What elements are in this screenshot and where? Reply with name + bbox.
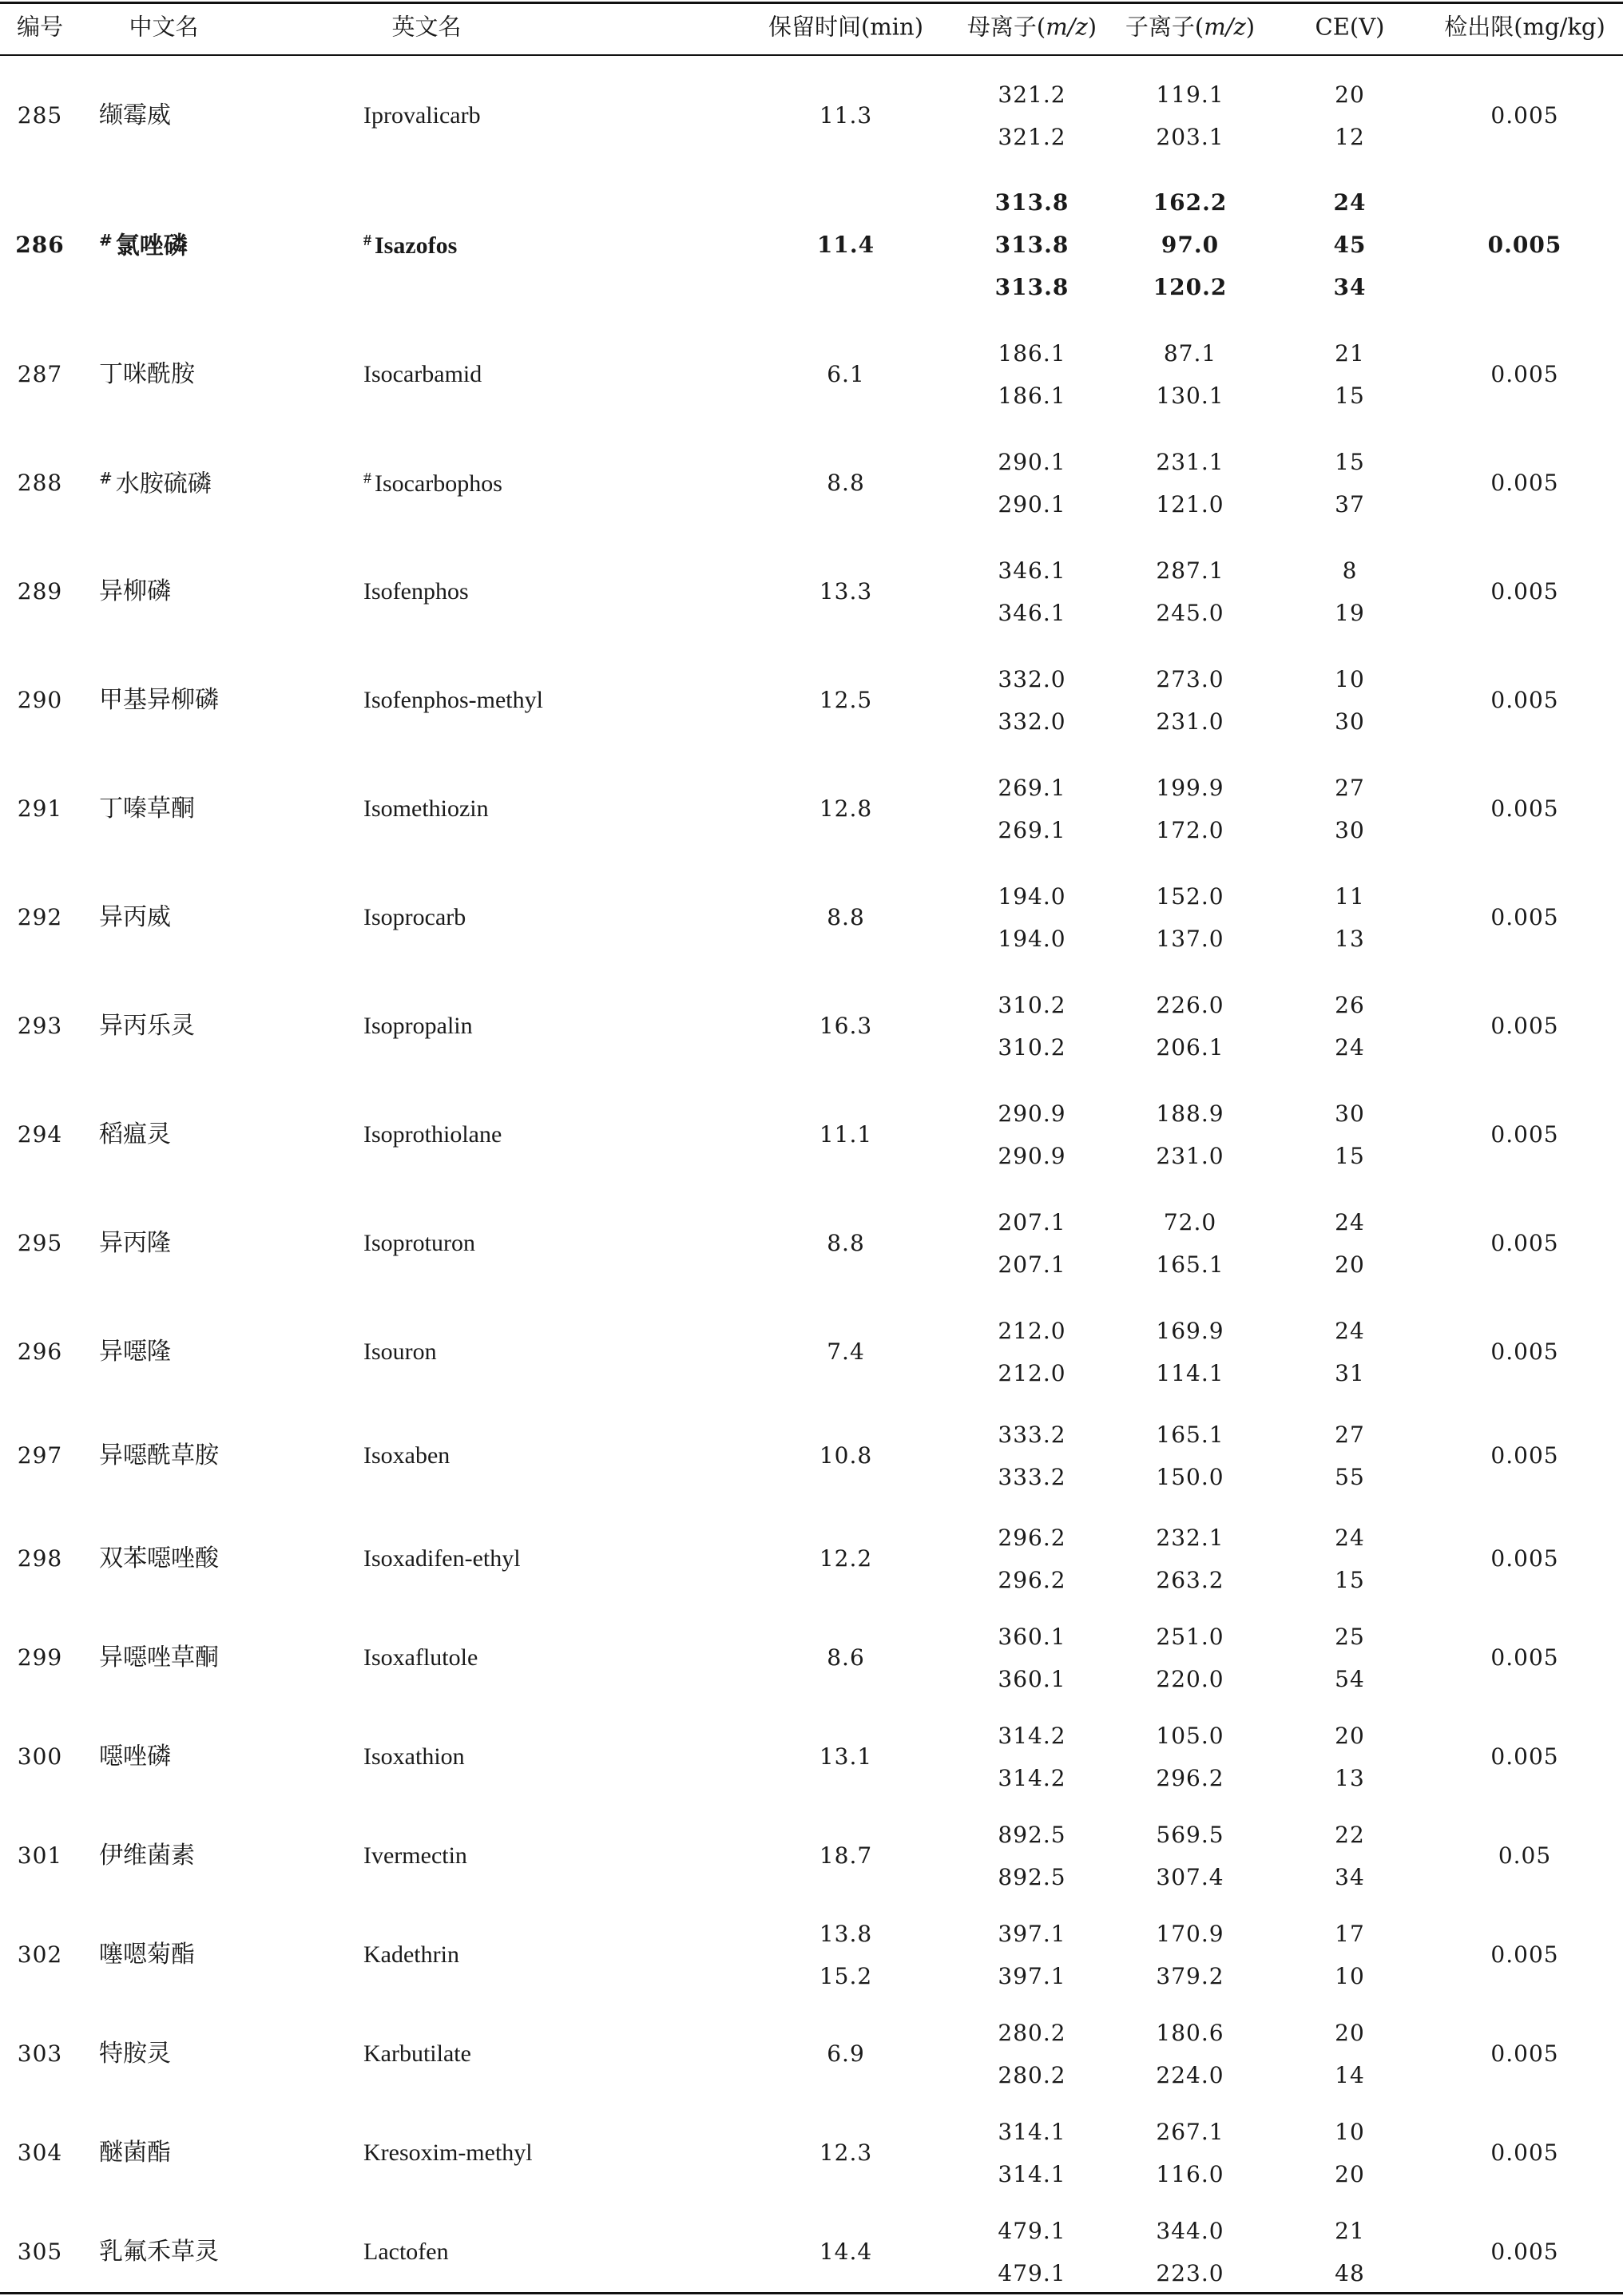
header-ce: CE(V) [1315, 13, 1385, 41]
product-ion: 231.1 [1156, 448, 1224, 475]
row-number: 301 [17, 1842, 63, 1869]
hash-mark: # [363, 470, 371, 487]
english-name [363, 688, 543, 712]
product-ion: 220.0 [1156, 1665, 1224, 1692]
product-ion: 121.0 [1156, 490, 1224, 517]
precursor-ion: 314.2 [998, 1722, 1066, 1749]
collision-energy: 10 [1335, 2118, 1365, 2145]
chinese-name-text: 稻瘟灵 [99, 1120, 171, 1148]
chinese-name [99, 797, 195, 821]
row-number: 287 [17, 361, 63, 387]
chinese-name [99, 1441, 219, 1469]
precursor-ion: 397.1 [998, 1920, 1066, 1947]
retention-time: 18.7 [819, 1842, 873, 1869]
english-name-text: Iprovalicarb [363, 102, 481, 129]
retention-time: 13.8 [819, 1920, 873, 1947]
product-ion: 152.0 [1156, 882, 1224, 910]
precursor-ion: 360.1 [998, 1623, 1066, 1650]
chinese-name-text: 水胺硫磷 [115, 470, 212, 498]
precursor-ion: 207.1 [998, 1251, 1066, 1278]
collision-energy: 24 [1335, 1524, 1365, 1551]
product-ion: 150.0 [1156, 1463, 1224, 1490]
precursor-ion: 321.2 [998, 81, 1066, 108]
collision-energy: 20 [1335, 1722, 1365, 1749]
english-name [363, 1340, 437, 1364]
detection-limit: 0.005 [1490, 1941, 1559, 1968]
english-name-text: Ivermectin [363, 1842, 467, 1869]
english-name-text: Isofenphos-methyl [363, 687, 543, 713]
product-ion: 130.1 [1156, 382, 1224, 409]
english-name-text: Isoprocarb [363, 904, 466, 930]
product-ion: 188.9 [1156, 1100, 1224, 1127]
precursor-ion: 397.1 [998, 1962, 1066, 1989]
product-ion: 344.0 [1156, 2217, 1224, 2244]
row-number: 304 [17, 2139, 63, 2166]
chinese-name-text: 缬霉威 [99, 101, 171, 129]
product-ion: 223.0 [1156, 2259, 1224, 2286]
chinese-name-text: 噻嗯菊酯 [99, 1941, 195, 1969]
english-name-text: Isoxaben [363, 1442, 450, 1469]
row-number: 299 [17, 1644, 63, 1671]
precursor-ion: 313.8 [994, 189, 1069, 216]
collision-energy: 21 [1335, 2217, 1365, 2244]
product-ion: 226.0 [1156, 991, 1224, 1018]
precursor-ion: 290.9 [998, 1100, 1066, 1127]
product-ion: 172.0 [1156, 816, 1224, 843]
collision-energy: 27 [1335, 774, 1365, 801]
hash-mark: # [99, 468, 113, 488]
product-ion: 97.0 [1161, 232, 1220, 258]
chinese-name [99, 470, 212, 497]
precursor-ion: 314.1 [998, 2160, 1066, 2187]
product-ion: 116.0 [1156, 2160, 1224, 2187]
product-ion: 307.4 [1156, 1863, 1224, 1890]
product-ion: 120.2 [1153, 274, 1228, 300]
english-name [363, 363, 482, 387]
collision-energy: 26 [1335, 991, 1365, 1018]
collision-energy: 24 [1335, 1208, 1365, 1235]
collision-energy: 21 [1335, 339, 1365, 367]
hash-mark: # [99, 230, 113, 250]
collision-energy: 11 [1335, 882, 1365, 910]
row-number: 298 [17, 1545, 63, 1572]
precursor-ion: 290.1 [998, 490, 1066, 517]
product-ion: 251.0 [1156, 1623, 1224, 1650]
chinese-name [99, 1547, 219, 1571]
chinese-name-text: 丁咪酰胺 [99, 360, 195, 388]
precursor-ion: 290.1 [998, 448, 1066, 475]
english-name [363, 797, 489, 821]
retention-time: 6.9 [827, 2040, 865, 2067]
product-ion: 206.1 [1156, 1033, 1224, 1061]
collision-energy: 14 [1335, 2061, 1365, 2088]
english-name [363, 1444, 450, 1468]
retention-time: 12.3 [819, 2139, 873, 2166]
product-ion: 245.0 [1156, 599, 1224, 626]
precursor-ion: 332.0 [998, 665, 1066, 692]
precursor-ion: 269.1 [998, 774, 1066, 801]
row-number: 300 [17, 1743, 63, 1770]
retention-time: 7.4 [827, 1338, 865, 1365]
chinese-name [99, 360, 195, 388]
retention-time: 12.8 [819, 795, 873, 822]
english-name [363, 906, 466, 930]
precursor-ion: 479.1 [998, 2259, 1066, 2286]
row-number: 292 [17, 904, 63, 930]
precursor-ion: 346.1 [998, 557, 1066, 584]
product-ion: 296.2 [1156, 1764, 1224, 1791]
table-bottom-rule [0, 2292, 1623, 2294]
english-name [363, 470, 502, 496]
table-top-rule [0, 2, 1623, 4]
chinese-name [99, 688, 219, 712]
chinese-name [99, 1646, 219, 1670]
collision-energy: 45 [1333, 232, 1367, 258]
header-cn-name: 中文名 [129, 13, 199, 41]
english-name-text: Isocarbamid [363, 361, 482, 387]
header-no: 编号 [16, 13, 64, 41]
product-ion: 170.9 [1156, 1920, 1224, 1947]
product-ion: 199.9 [1156, 774, 1224, 801]
collision-energy: 30 [1335, 1100, 1365, 1127]
row-number: 288 [17, 470, 63, 496]
retention-time: 13.1 [819, 1743, 873, 1770]
chinese-name-text: 异噁唑草酮 [99, 1644, 219, 1671]
retention-time: 12.5 [819, 687, 873, 713]
row-number: 297 [17, 1442, 63, 1469]
detection-limit: 0.005 [1490, 1545, 1559, 1572]
english-name [363, 1844, 467, 1868]
chinese-name-text: 噁唑磷 [99, 1743, 171, 1771]
detection-limit: 0.05 [1498, 1842, 1552, 1869]
product-ion: 379.2 [1156, 1962, 1224, 1989]
table-header-rule [0, 54, 1623, 56]
retention-time: 10.8 [819, 1442, 873, 1469]
product-ion: 165.1 [1156, 1421, 1224, 1448]
english-name-text: Isoxaflutole [363, 1644, 478, 1671]
row-number: 291 [17, 795, 63, 822]
precursor-ion: 332.0 [998, 708, 1066, 735]
product-ion: 263.2 [1156, 1566, 1224, 1593]
detection-limit: 0.005 [1490, 1644, 1559, 1671]
header-lod: 检出限(mg/kg) [1444, 13, 1605, 41]
row-number: 294 [17, 1121, 63, 1148]
chinese-name-text: 异柳磷 [99, 577, 171, 605]
retention-time: 11.4 [816, 232, 875, 258]
english-name-text: Karbutilate [363, 2040, 471, 2067]
product-ion: 224.0 [1156, 2061, 1224, 2088]
precursor-ion: 186.1 [998, 382, 1066, 409]
chinese-name-text: 双苯噁唑酸 [99, 1545, 219, 1572]
chinese-name [99, 232, 188, 259]
product-ion: 165.1 [1156, 1251, 1224, 1278]
chinese-name-text: 伊维菌素 [99, 1842, 195, 1870]
english-name-text: Lactofen [363, 2239, 449, 2265]
product-ion: 287.1 [1156, 557, 1224, 584]
precursor-ion: 280.2 [998, 2019, 1066, 2046]
precursor-ion: 360.1 [998, 1665, 1066, 1692]
precursor-ion: 290.9 [998, 1142, 1066, 1169]
retention-time: 16.3 [819, 1013, 873, 1039]
row-number: 303 [17, 2040, 63, 2067]
chinese-name-text: 特胺灵 [99, 2040, 171, 2068]
product-ion: 203.1 [1156, 123, 1224, 150]
precursor-ion: 314.2 [998, 1764, 1066, 1791]
product-ion: 105.0 [1156, 1722, 1224, 1749]
row-number: 293 [17, 1013, 63, 1039]
precursor-ion: 280.2 [998, 2061, 1066, 2088]
english-name-text: Kadethrin [363, 1941, 459, 1968]
chinese-name-text: 异丙乐灵 [99, 1012, 195, 1040]
collision-energy: 13 [1335, 925, 1365, 952]
english-name [363, 1123, 502, 1147]
collision-energy: 10 [1335, 1962, 1365, 1989]
collision-energy: 17 [1335, 1920, 1365, 1947]
retention-time: 13.3 [819, 578, 873, 605]
collision-energy: 24 [1333, 189, 1367, 216]
detection-limit: 0.005 [1490, 1230, 1559, 1256]
precursor-ion: 212.0 [998, 1317, 1066, 1344]
chinese-name-text: 氯唑磷 [115, 232, 188, 260]
row-number: 289 [17, 578, 63, 605]
retention-time: 11.1 [819, 1121, 873, 1148]
retention-time: 14.4 [819, 2239, 873, 2265]
chinese-name [99, 2042, 171, 2066]
collision-energy: 27 [1335, 1421, 1365, 1448]
detection-limit: 0.005 [1490, 904, 1559, 930]
english-name-text: Isoprothiolane [363, 1121, 502, 1148]
precursor-ion: 212.0 [998, 1359, 1066, 1386]
collision-energy: 24 [1335, 1317, 1365, 1344]
english-name-text: Isoproturon [363, 1230, 475, 1256]
collision-energy: 20 [1335, 2019, 1365, 2046]
retention-time: 12.2 [819, 1545, 873, 1572]
row-number: 285 [17, 102, 63, 129]
precursor-ion: 333.2 [998, 1463, 1066, 1490]
english-name-text: Isoxadifen-ethyl [363, 1545, 521, 1572]
product-ion: 569.5 [1156, 1821, 1224, 1848]
collision-energy: 12 [1335, 123, 1365, 150]
collision-energy: 37 [1335, 490, 1365, 517]
english-name [363, 104, 481, 128]
collision-energy: 15 [1335, 382, 1365, 409]
header-product-ion: 子离子(m/z) [1125, 13, 1256, 41]
chinese-name [99, 1120, 171, 1148]
retention-time: 6.1 [827, 361, 865, 387]
product-ion: 231.0 [1156, 1142, 1224, 1169]
precursor-ion: 313.8 [994, 232, 1069, 258]
english-name [363, 1943, 459, 1967]
chinese-name [99, 1340, 171, 1364]
english-name [363, 2042, 471, 2066]
english-name [363, 580, 469, 604]
row-number: 295 [17, 1230, 63, 1256]
detection-limit: 0.005 [1490, 1121, 1559, 1148]
chinese-name [99, 101, 171, 129]
collision-energy: 15 [1335, 1566, 1365, 1593]
collision-energy: 15 [1335, 1142, 1365, 1169]
collision-energy: 13 [1335, 1764, 1365, 1791]
collision-energy: 22 [1335, 1821, 1365, 1848]
precursor-ion: 186.1 [998, 339, 1066, 367]
product-ion: 137.0 [1156, 925, 1224, 952]
chinese-name [99, 1844, 195, 1868]
precursor-ion: 313.8 [994, 274, 1069, 300]
header-retention-time: 保留时间(min) [768, 13, 924, 41]
english-name-text: Isoxathion [363, 1743, 465, 1770]
collision-energy: 55 [1335, 1463, 1365, 1490]
chinese-name [99, 2240, 219, 2264]
row-number: 286 [15, 232, 65, 258]
collision-energy: 48 [1335, 2259, 1365, 2286]
header-en-name: 英文名 [391, 13, 462, 41]
detection-limit: 0.005 [1490, 578, 1559, 605]
retention-time: 8.6 [827, 1644, 865, 1671]
detection-limit: 0.005 [1490, 2040, 1559, 2067]
detection-limit: 0.005 [1490, 1013, 1559, 1039]
detection-limit: 0.005 [1490, 687, 1559, 713]
product-ion: 180.6 [1156, 2019, 1224, 2046]
detection-limit: 0.005 [1490, 1743, 1559, 1770]
collision-energy: 25 [1335, 1623, 1365, 1650]
retention-time: 8.8 [827, 1230, 865, 1256]
collision-energy: 34 [1333, 274, 1367, 300]
collision-energy: 20 [1335, 81, 1365, 108]
chinese-name [99, 1943, 195, 1967]
detection-limit: 0.005 [1490, 1442, 1559, 1469]
precursor-ion: 194.0 [998, 882, 1066, 910]
chinese-name-text: 甲基异柳磷 [99, 686, 219, 714]
product-ion: 119.1 [1156, 81, 1224, 108]
precursor-ion: 892.5 [998, 1821, 1066, 1848]
product-ion: 162.2 [1153, 189, 1228, 216]
collision-energy: 24 [1335, 1033, 1365, 1061]
chinese-name [99, 2141, 171, 2165]
product-ion: 267.1 [1156, 2118, 1224, 2145]
english-name [363, 2240, 449, 2264]
collision-energy: 19 [1335, 599, 1365, 626]
english-name-text: Isazofos [375, 232, 458, 259]
chinese-name-text: 乳氟禾草灵 [99, 2238, 219, 2266]
collision-energy: 30 [1335, 816, 1365, 843]
precursor-ion: 321.2 [998, 123, 1066, 150]
product-ion: 72.0 [1163, 1208, 1217, 1235]
english-name-text: Kresoxim-methyl [363, 2139, 533, 2166]
english-name [363, 1547, 521, 1571]
precursor-ion: 310.2 [998, 1033, 1066, 1061]
collision-energy: 15 [1335, 448, 1365, 475]
chinese-name-text: 醚菌酯 [99, 2139, 171, 2167]
header-precursor-ion: 母离子(m/z) [966, 13, 1097, 41]
hash-mark: # [363, 232, 371, 249]
precursor-ion: 207.1 [998, 1208, 1066, 1235]
precursor-ion: 333.2 [998, 1421, 1066, 1448]
precursor-ion: 479.1 [998, 2217, 1066, 2244]
collision-energy: 54 [1335, 1665, 1365, 1692]
chinese-name-text: 丁嗪草酮 [99, 795, 195, 823]
chinese-name [99, 903, 171, 931]
collision-energy: 10 [1335, 665, 1365, 692]
detection-limit: 0.005 [1490, 470, 1559, 496]
english-name [363, 1231, 475, 1255]
english-name-text: Isopropalin [363, 1013, 473, 1039]
retention-time: 8.8 [827, 470, 865, 496]
detection-limit: 0.005 [1487, 232, 1562, 258]
product-ion: 232.1 [1156, 1524, 1224, 1551]
collision-energy: 31 [1335, 1359, 1365, 1386]
collision-energy: 34 [1335, 1863, 1365, 1890]
english-name [363, 232, 457, 258]
detection-limit: 0.005 [1490, 102, 1559, 129]
chinese-name [99, 1014, 195, 1038]
precursor-ion: 296.2 [998, 1566, 1066, 1593]
collision-energy: 20 [1335, 2160, 1365, 2187]
english-name-text: Isocarbophos [375, 470, 502, 497]
english-name [363, 1745, 465, 1769]
retention-time: 11.3 [819, 102, 873, 129]
collision-energy: 30 [1335, 708, 1365, 735]
chinese-name-text: 异噁酰草胺 [99, 1441, 219, 1469]
detection-limit: 0.005 [1490, 2139, 1559, 2166]
detection-limit: 0.005 [1490, 1338, 1559, 1365]
chinese-name-text: 异噁隆 [99, 1338, 171, 1366]
row-number: 290 [17, 687, 63, 713]
product-ion: 273.0 [1156, 665, 1224, 692]
retention-time: 15.2 [819, 1962, 873, 1989]
row-number: 305 [17, 2239, 63, 2265]
detection-limit: 0.005 [1490, 361, 1559, 387]
english-name-text: Isouron [363, 1338, 437, 1365]
detection-limit: 0.005 [1490, 2239, 1559, 2265]
english-name-text: Isomethiozin [363, 795, 489, 822]
english-name [363, 1646, 478, 1670]
chinese-name [99, 1231, 171, 1255]
precursor-ion: 296.2 [998, 1524, 1066, 1551]
precursor-ion: 269.1 [998, 816, 1066, 843]
english-name-text: Isofenphos [363, 578, 469, 605]
product-ion: 87.1 [1163, 339, 1217, 367]
precursor-ion: 314.1 [998, 2118, 1066, 2145]
retention-time: 8.8 [827, 904, 865, 930]
english-name [363, 2141, 533, 2165]
precursor-ion: 892.5 [998, 1863, 1066, 1890]
detection-limit: 0.005 [1490, 795, 1559, 822]
collision-energy: 8 [1342, 557, 1358, 584]
chinese-name-text: 异丙隆 [99, 1229, 171, 1257]
precursor-ion: 310.2 [998, 991, 1066, 1018]
product-ion: 169.9 [1156, 1317, 1224, 1344]
product-ion: 114.1 [1156, 1359, 1224, 1386]
row-number: 302 [17, 1941, 63, 1968]
precursor-ion: 194.0 [998, 925, 1066, 952]
english-name [363, 1014, 473, 1038]
precursor-ion: 346.1 [998, 599, 1066, 626]
product-ion: 231.0 [1156, 708, 1224, 735]
row-number: 296 [17, 1338, 63, 1365]
chinese-name [99, 1745, 171, 1769]
chinese-name [99, 577, 171, 605]
collision-energy: 20 [1335, 1251, 1365, 1278]
chinese-name-text: 异丙威 [99, 903, 171, 931]
